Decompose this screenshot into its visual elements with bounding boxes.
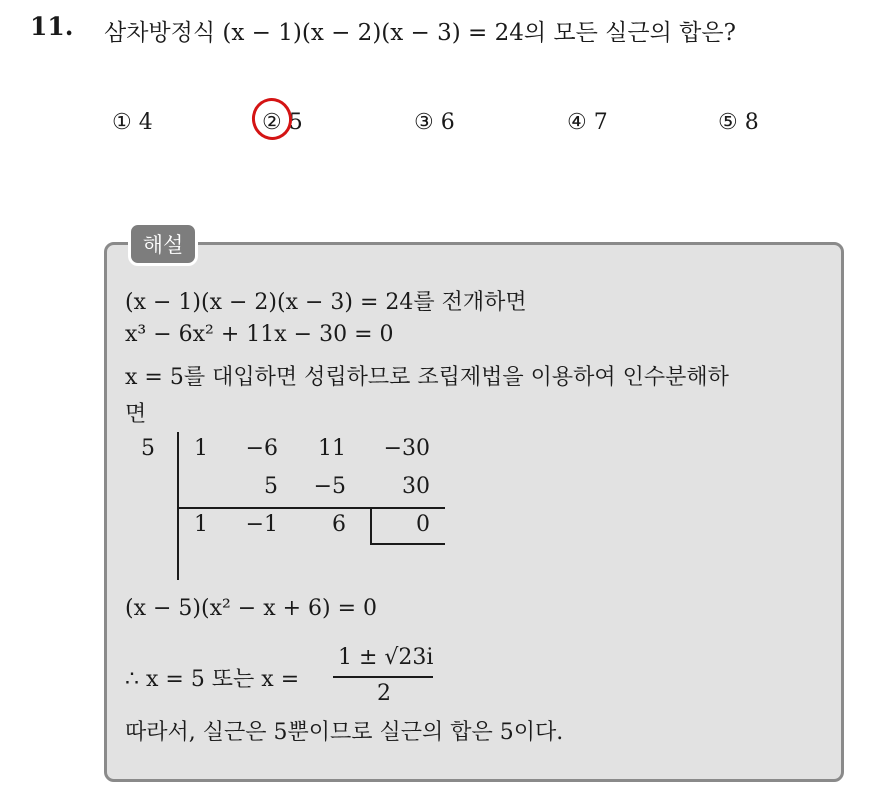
solution-line-2: x³ − 6x² + 11x − 30 = 0 (125, 322, 394, 347)
synthetic-divisor: 5 (141, 436, 155, 461)
synthetic-cell: 5 (264, 474, 278, 499)
synthetic-cell: −6 (245, 436, 278, 461)
choice-1[interactable]: ① 4 (112, 110, 153, 135)
synthetic-cell: 1 (194, 436, 208, 461)
synthetic-cell: 11 (318, 436, 346, 461)
fraction-numerator: 1 ± √23i (338, 645, 434, 670)
remainder-box-bottom (370, 543, 445, 545)
synthetic-remainder: 0 (416, 512, 430, 537)
choice-3[interactable]: ③ 6 (414, 110, 455, 135)
solution-line-3: x = 5를 대입하면 성립하므로 조립제법을 이용하여 인수분해하 (125, 365, 729, 390)
synthetic-cell: 30 (402, 474, 430, 499)
solution-tag: 해설 (128, 222, 198, 266)
synthetic-cell: 1 (194, 512, 208, 537)
synthetic-horizontal-line (177, 507, 445, 509)
question-number: 11. (30, 12, 74, 41)
synthetic-cell: 6 (332, 512, 346, 537)
synthetic-cell: −1 (245, 512, 278, 537)
answer-mark-circle (248, 94, 296, 143)
choice-2[interactable]: ② 5 (262, 110, 303, 135)
conclusion-line: 따라서, 실근은 5뿐이므로 실근의 합은 5이다. (125, 720, 564, 745)
solution-line-4: 면 (125, 402, 147, 427)
synthetic-cell: −5 (313, 474, 346, 499)
therefore-line: ∴ x = 5 또는 x = (125, 667, 300, 692)
choice-5[interactable]: ⑤ 8 (718, 110, 759, 135)
solution-line-1: (x − 1)(x − 2)(x − 3) = 24를 전개하면 (125, 290, 527, 315)
fraction-denominator: 2 (377, 681, 391, 706)
factored-equation: (x − 5)(x² − x + 6) = 0 (125, 596, 378, 621)
synthetic-cell: −30 (383, 436, 430, 461)
choice-4[interactable]: ④ 7 (567, 110, 608, 135)
question-text: 삼차방정식 (x − 1)(x − 2)(x − 3) = 24의 모든 실근의 합은? (104, 20, 736, 46)
fraction-bar (333, 676, 433, 678)
